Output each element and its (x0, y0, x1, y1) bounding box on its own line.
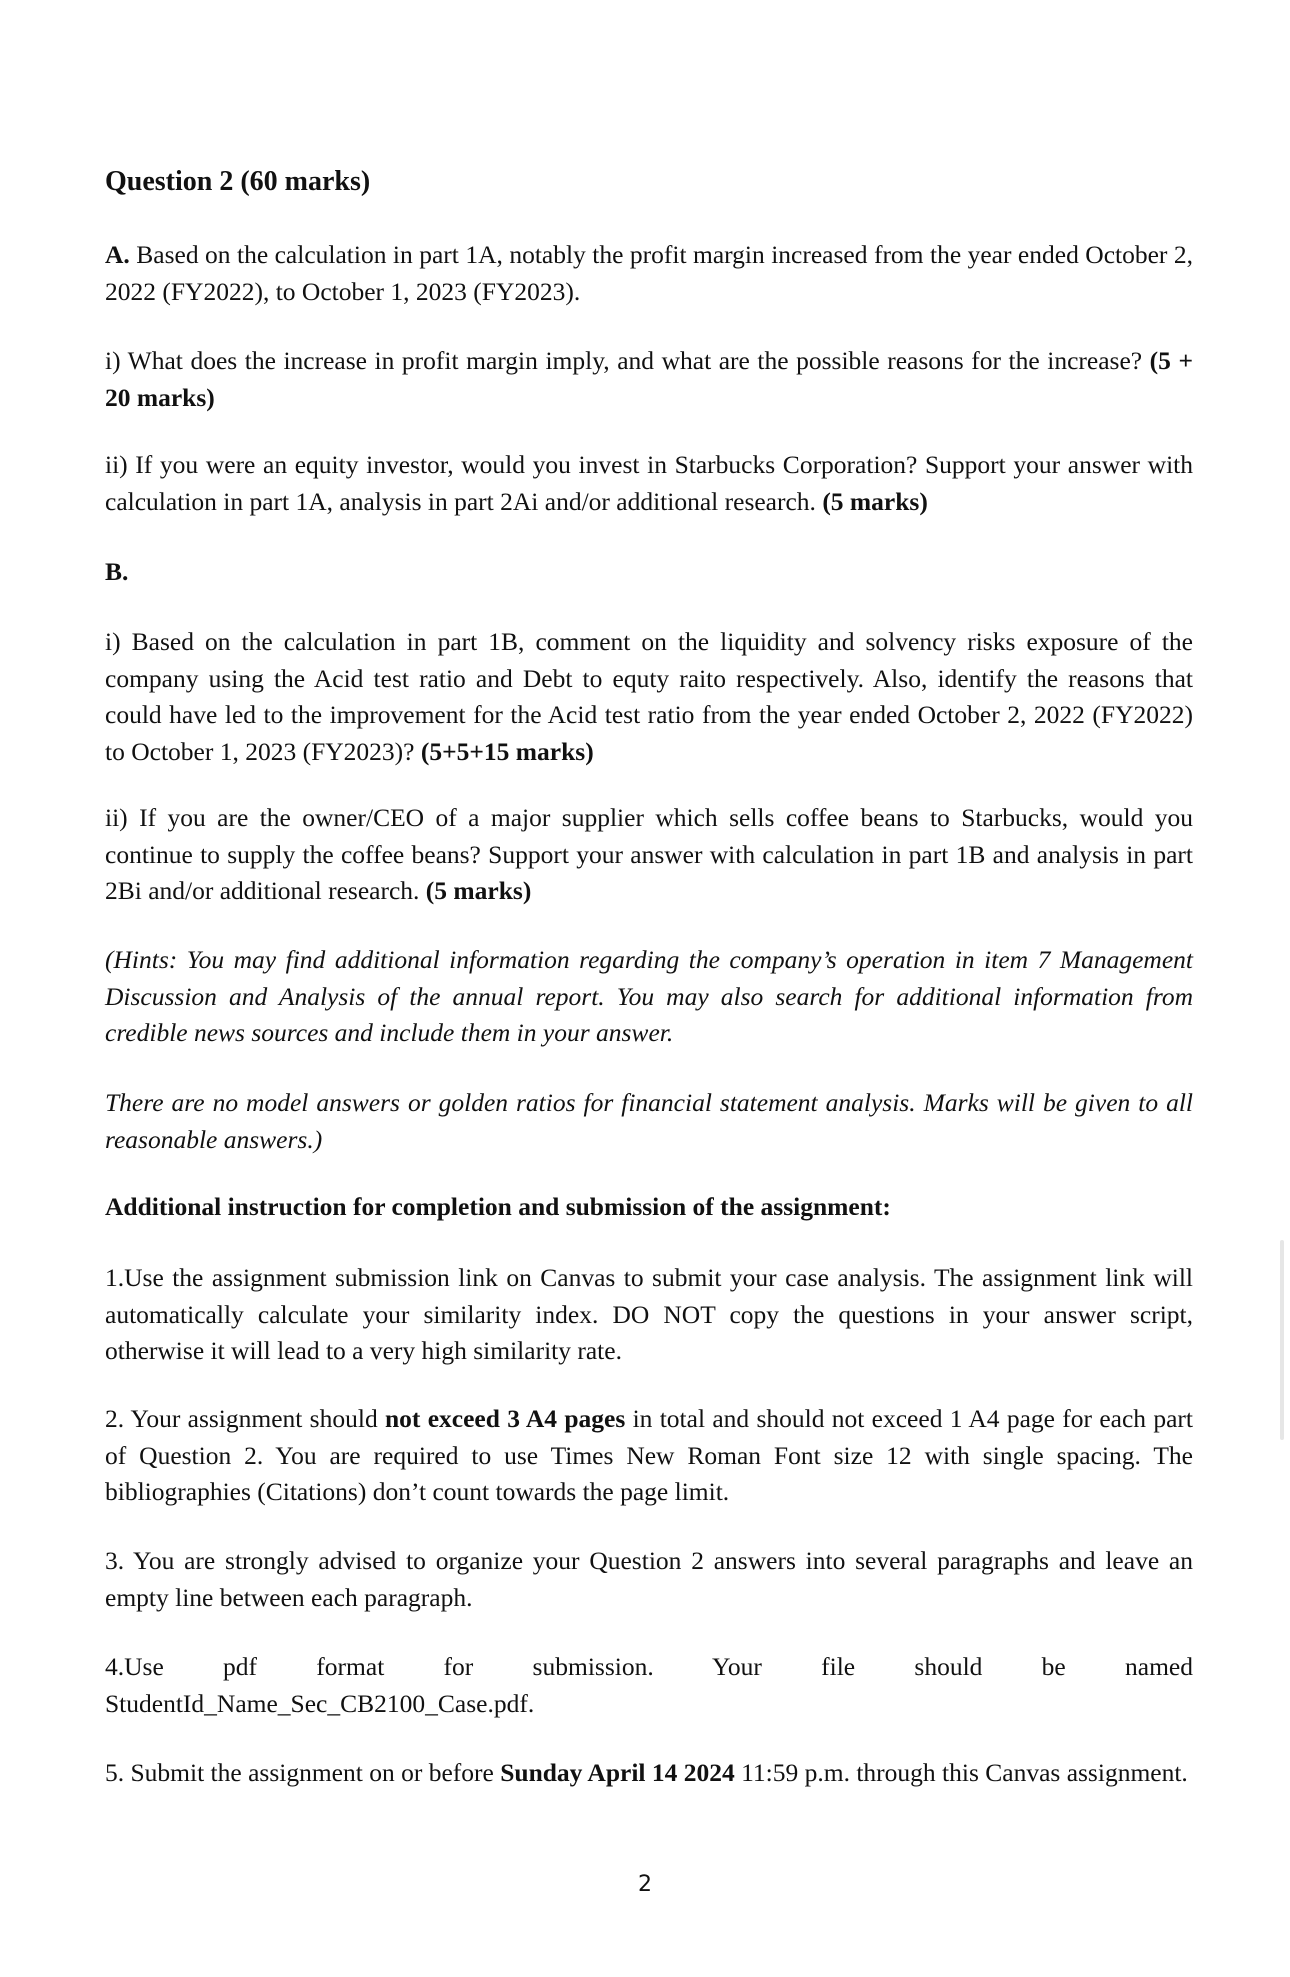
instructions-heading-text: Additional instruction for completion and submission of the assignment: (105, 1192, 891, 1221)
page-number: 2 (638, 1872, 652, 1897)
instruction-item-1: 1.Use the assignment submission link on Canvas to submit your case analysis. The assignment link will automatically calculate your similarity index. DO NOT copy the questions in your answer script, otherwise it will lead to a very high similarity rate. (105, 1263, 1193, 1365)
part-a-label: A. (105, 240, 130, 269)
marks: (5+5+15 marks) (420, 736, 594, 766)
question-text: ii) If you are the owner/CEO of a major supplier which sells coffee beans to Starbucks, would you continue to supply the coffee beans? Support your answer with calculation in part 1B and analysis in part 2Bi and/or additional research. (105, 803, 1193, 905)
instruction-emphasis: not exceed 3 A4 pages (385, 1404, 626, 1433)
instruction-item-5 (105, 1755, 1193, 1792)
page-title: Question 2 (60 marks) (105, 166, 371, 197)
part-b-question-i (105, 624, 1193, 770)
instruction-item-2 (105, 1401, 1193, 1511)
instruction-text: in total and should not exceed 1 A4 page for each part of Question 2. You are required to use Times New Roman Font size 12 with single spacing. The bibliographies (Citations) don’t count towards the page limit. (105, 1404, 1193, 1506)
instruction-item-4 (105, 1649, 1193, 1722)
part-b-label (105, 554, 1193, 591)
hints-note: There are no model answers or golden ratios for financial statement analysis. Marks will be given to all reasonable answers.) (105, 1088, 1193, 1154)
question-text: ii) If you were an equity investor, would you invest in Starbucks Corporation? Support your answer with calculation in part 1A, analysis in part 2Ai and/or additional research. (105, 450, 1193, 516)
marks: (5 + 20 marks) (105, 346, 1193, 412)
part-b-label-text: B. (105, 557, 129, 586)
hints-paragraph: (Hints: You may find additional information regarding the company’s operation in item 7 Management Discussion and Analysis of the annual report. You may also search for additional information from credible news sources and include them in your answer. (105, 945, 1193, 1047)
part-a-question-i (105, 343, 1193, 416)
marks: (5 marks) (425, 876, 532, 905)
part-b-question-ii (105, 800, 1193, 910)
part-a-intro (105, 237, 1193, 310)
instruction-text: 11:59 p.m. through this Canvas assignment. (734, 1758, 1188, 1787)
instruction-text: 2. Your assignment should (105, 1404, 385, 1433)
instruction-text: 5. Submit the assignment on or before (105, 1758, 501, 1787)
scrollbar[interactable] (1280, 1240, 1284, 1440)
question-text: i) What does the increase in profit margin imply, and what are the possible reasons for the increase? (105, 346, 1150, 375)
file-name-format: StudentId_Name_Sec_CB2100_Case.pdf. (105, 1688, 535, 1718)
due-date: Sunday April 14 2024 (500, 1758, 735, 1787)
instructions-heading (105, 1189, 1193, 1226)
part-a-intro-text: Based on the calculation in part 1A, notably the profit margin increased from the year ended October 2, 2022 (FY2022), to October 1, 2023 (FY2023). (105, 240, 1193, 306)
question-text: i) Based on the calculation in part 1B, comment on the liquidity and solvency risks exposure of the company using the Acid test ratio and Debt to equty raito respectively. Also, identify the reasons that could have led to the improvement for the Acid test ratio from the year ended October 2, 2022 (FY2022) to October 1, 2023 (FY2023)? (105, 627, 1193, 766)
instruction-item-3: 3. You are strongly advised to organize your Question 2 answers into several paragraphs and leave an empty line between each paragraph. (105, 1546, 1193, 1612)
instruction-text: 4.Use pdf format for submission. Your file should be named (105, 1652, 1193, 1681)
part-a-question-ii (105, 447, 1193, 520)
marks: (5 marks) (822, 486, 928, 516)
